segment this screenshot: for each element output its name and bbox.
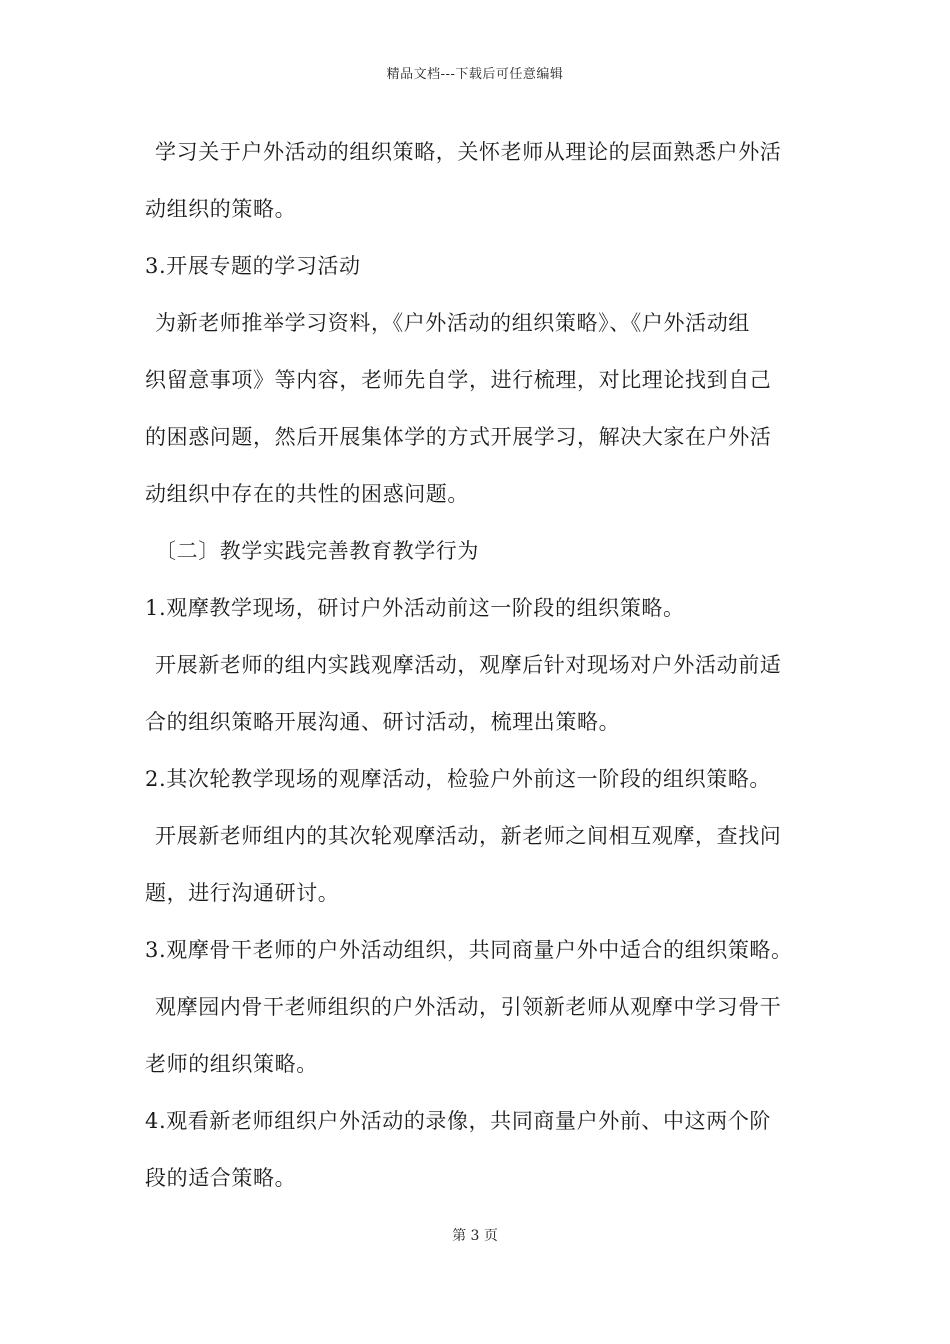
paragraph-line: 动组织的策略。 <box>145 197 297 221</box>
paragraph-line: 合的组织策略开展沟通、研讨活动，梳理出策略。 <box>145 710 621 734</box>
section-heading: 4.观看新老师组织户外活动的录像，共同商量户外前、中这两个阶 <box>145 1109 772 1133</box>
paragraph-line: 学习关于户外活动的组织策略，关怀老师从理论的层面熟悉户外活 <box>155 140 782 164</box>
section-heading: 〔二〕教学实践完善教育教学行为 <box>155 539 479 563</box>
paragraph-line: 开展新老师的组内实践观摩活动，观摩后针对现场对户外活动前适 <box>155 653 782 677</box>
paragraph-line: 题，进行沟通研讨。 <box>145 881 340 905</box>
paragraph-line: 的困惑问题，然后开展集体学的方式开展学习，解决大家在户外活 <box>145 425 772 449</box>
document-body <box>145 126 815 1209</box>
paragraph-line: 开展新老师组内的其次轮观摩活动，新老师之间相互观摩，查找问 <box>155 824 782 848</box>
paragraph-line: 观摩园内骨干老师组织的户外活动，引领新老师从观摩中学习骨干 <box>155 995 782 1019</box>
paragraph-line: 段的适合策略。 <box>145 1166 297 1190</box>
paragraph-line: 老师的组织策略。 <box>145 1052 318 1076</box>
section-heading: 3.开展专题的学习活动 <box>145 254 361 278</box>
paragraph-line: 动组织中存在的共性的困惑问题。 <box>145 482 469 506</box>
section-heading: 1.观摩教学现场，研讨户外活动前这一阶段的组织策略。 <box>145 596 685 620</box>
paragraph-line: 织留意事项》等内容，老师先自学，进行梳理，对比理论找到自己 <box>145 368 772 392</box>
page-number: 第 3 页 <box>452 1228 498 1244</box>
paragraph-line: 为新老师推举学习资料，《户外活动的组织策略》、《户外活动组 <box>155 311 750 335</box>
page-header: 精品文档---下载后可任意编辑 <box>386 67 564 82</box>
section-heading: 2.其次轮教学现场的观摩活动，检验户外前这一阶段的组织策略。 <box>145 767 772 791</box>
section-heading: 3.观摩骨干老师的户外活动组织，共同商量户外中适合的组织策略。 <box>145 938 793 962</box>
